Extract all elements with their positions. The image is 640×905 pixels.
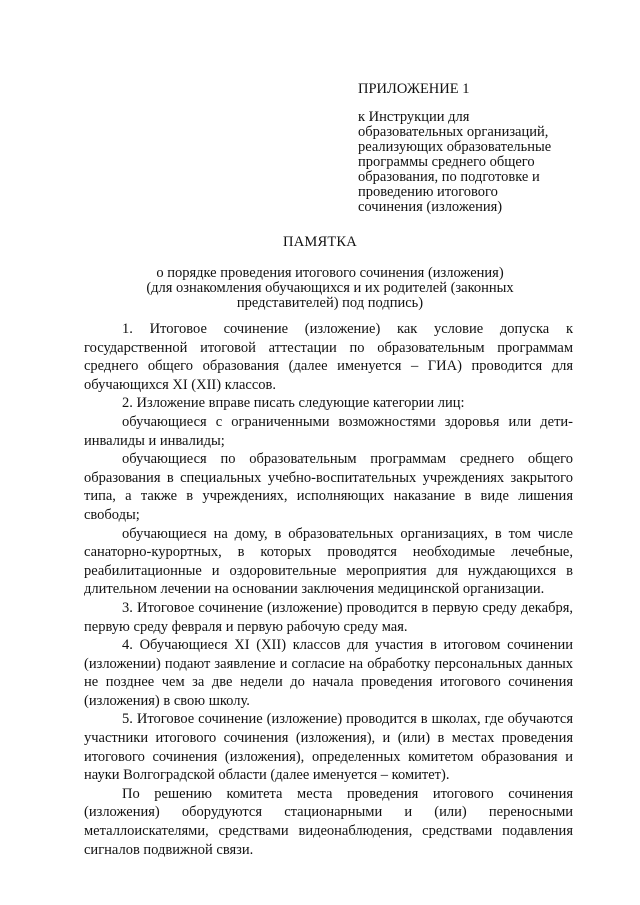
paragraph-3: 3. Итоговое сочинение (изложение) проводится в первую среду декабря, первую среду февраля и первую рабочую среду мая.: [84, 599, 573, 635]
paragraph-4: 4. Обучающиеся XI (XII) классов для участия в итоговом сочинении (изложении) подают заявление и согласие на обработку персональных данных не позднее чем за две недели до начала проведения итогового сочинения (изложения) в свою школу.: [84, 637, 573, 709]
memo-subtitle: [120, 266, 540, 311]
paragraph-category-3: обучающиеся на дому, в образовательных организациях, в том числе санаторно-курортных, в которых проводятся необходимые лечебные, реабилитационные и оздоровительные мероприятия для нуждающихся в длительном лечении на основании заключения медицинской организации.: [84, 525, 573, 598]
paragraph-5: 5. Итоговое сочинение (изложение) проводится в школах, где обучаются участники итогового сочинения (изложения), и (или) в местах проведения итогового сочинения (изложения), определенных комитетом образования и науки Волгоградской области (далее именуется – комитет).: [84, 711, 573, 784]
appendix-subtitle: [358, 110, 578, 215]
appendix-line: проведению итогового: [358, 184, 498, 200]
memo-subtitle-line: представителей) под подпись): [236, 295, 424, 311]
appendix-header: [358, 80, 578, 215]
paragraph-5-note: По решению комитета места проведения итогового сочинения (изложения) оборудуются стационарными и (или) переносными металлоискателями, средствами видеонаблюдения, средствами подавления сигналов подвижной связи.: [84, 785, 573, 858]
paragraph-category-2: обучающиеся по образовательным программам среднего общего образования в специальных учебно-воспитательных учреждениях закрытого типа, а также в учреждениях, исполняющих наказание в виде лишения свободы;: [84, 451, 573, 523]
memo-subtitle-line: (для ознакомления обучающихся и их родителей (законных: [146, 280, 514, 296]
paragraph-2: 2. Изложение вправе писать следующие категории лиц:: [122, 395, 465, 412]
appendix-title: ПРИЛОЖЕНИЕ 1: [358, 81, 470, 97]
memo-subtitle-line: о порядке проведения итогового сочинения (изложения): [156, 265, 504, 281]
appendix-line: образования, по подготовке и: [358, 169, 540, 185]
memo-title: ПАМЯТКА: [283, 234, 357, 250]
memo-body: [84, 320, 573, 859]
appendix-line: образовательных организаций,: [358, 124, 549, 140]
appendix-line: сочинения (изложения): [358, 199, 503, 215]
paragraph-1: 1. Итоговое сочинение (изложение) как условие допуска к государственной итоговой аттестации по образовательным программам среднего общего образования (далее именуется – ГИА) проводится для обучающихся XI (XII) классов.: [84, 321, 573, 393]
appendix-line: реализующих образовательные: [358, 139, 552, 155]
appendix-line: программы среднего общего: [358, 154, 535, 170]
appendix-line: к Инструкции для: [358, 109, 470, 125]
paragraph-category-1: обучающиеся с ограниченными возможностями здоровья или дети-инвалиды и инвалиды;: [84, 413, 573, 449]
